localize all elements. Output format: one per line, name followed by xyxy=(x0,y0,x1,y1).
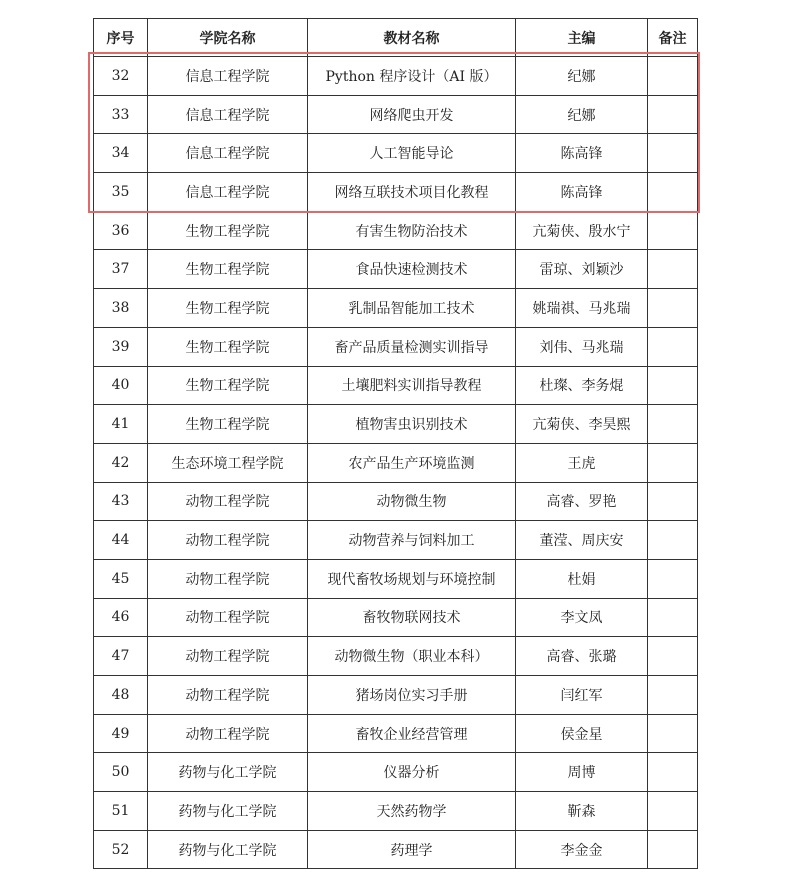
table-row xyxy=(94,792,698,831)
cell-textbook: 猪场岗位实习手册 xyxy=(308,676,516,715)
cell-college: 生态环境工程学院 xyxy=(148,443,308,482)
cell-editor: 董滢、周庆安 xyxy=(516,521,648,560)
cell-remarks xyxy=(648,57,698,96)
cell-editor: 雷琼、刘颖沙 xyxy=(516,250,648,289)
table-row xyxy=(94,211,698,250)
cell-editor: 李文凤 xyxy=(516,598,648,637)
cell-remarks xyxy=(648,405,698,444)
cell-college: 药物与化工学院 xyxy=(148,830,308,869)
cell-index: 42 xyxy=(94,443,148,482)
cell-index: 43 xyxy=(94,482,148,521)
cell-college: 信息工程学院 xyxy=(148,57,308,96)
cell-textbook: Python 程序设计（AI 版） xyxy=(308,57,516,96)
table-row xyxy=(94,714,698,753)
cell-remarks xyxy=(648,637,698,676)
cell-textbook: 畜牧物联网技术 xyxy=(308,598,516,637)
cell-remarks xyxy=(648,250,698,289)
table-row xyxy=(94,250,698,289)
table-row xyxy=(94,830,698,869)
cell-index: 44 xyxy=(94,521,148,560)
table-row xyxy=(94,134,698,173)
table-row xyxy=(94,95,698,134)
cell-index: 37 xyxy=(94,250,148,289)
cell-editor: 姚瑞祺、马兆瑞 xyxy=(516,289,648,328)
table-row xyxy=(94,676,698,715)
header-textbook: 教材名称 xyxy=(308,19,516,57)
cell-college: 药物与化工学院 xyxy=(148,753,308,792)
cell-textbook: 畜产品质量检测实训指导 xyxy=(308,327,516,366)
cell-college: 生物工程学院 xyxy=(148,327,308,366)
cell-index: 35 xyxy=(94,173,148,212)
cell-editor: 闫红军 xyxy=(516,676,648,715)
cell-textbook: 农产品生产环境监测 xyxy=(308,443,516,482)
textbook-table xyxy=(93,18,698,869)
cell-college: 生物工程学院 xyxy=(148,405,308,444)
cell-textbook: 动物微生物 xyxy=(308,482,516,521)
cell-editor: 周博 xyxy=(516,753,648,792)
cell-college: 动物工程学院 xyxy=(148,714,308,753)
cell-college: 信息工程学院 xyxy=(148,173,308,212)
table-header-row xyxy=(94,19,698,57)
cell-editor: 杜娟 xyxy=(516,559,648,598)
table-row xyxy=(94,289,698,328)
table-row xyxy=(94,753,698,792)
table-row xyxy=(94,366,698,405)
cell-remarks xyxy=(648,482,698,521)
cell-college: 信息工程学院 xyxy=(148,134,308,173)
cell-college: 生物工程学院 xyxy=(148,250,308,289)
cell-index: 51 xyxy=(94,792,148,831)
table-body xyxy=(94,57,698,869)
header-college: 学院名称 xyxy=(148,19,308,57)
cell-index: 38 xyxy=(94,289,148,328)
cell-index: 41 xyxy=(94,405,148,444)
table-row xyxy=(94,637,698,676)
cell-textbook: 天然药物学 xyxy=(308,792,516,831)
cell-index: 45 xyxy=(94,559,148,598)
cell-textbook: 现代畜牧场规划与环境控制 xyxy=(308,559,516,598)
cell-college: 动物工程学院 xyxy=(148,637,308,676)
cell-college: 药物与化工学院 xyxy=(148,792,308,831)
cell-index: 46 xyxy=(94,598,148,637)
cell-textbook: 动物微生物（职业本科） xyxy=(308,637,516,676)
cell-college: 动物工程学院 xyxy=(148,598,308,637)
header-remarks: 备注 xyxy=(648,19,698,57)
cell-college: 生物工程学院 xyxy=(148,289,308,328)
cell-editor: 刘伟、马兆瑞 xyxy=(516,327,648,366)
cell-textbook: 网络爬虫开发 xyxy=(308,95,516,134)
cell-remarks xyxy=(648,366,698,405)
cell-remarks xyxy=(648,443,698,482)
cell-index: 39 xyxy=(94,327,148,366)
cell-textbook: 药理学 xyxy=(308,830,516,869)
cell-remarks xyxy=(648,598,698,637)
header-index: 序号 xyxy=(94,19,148,57)
cell-textbook: 植物害虫识别技术 xyxy=(308,405,516,444)
cell-textbook: 仪器分析 xyxy=(308,753,516,792)
cell-editor: 杜璨、李务焜 xyxy=(516,366,648,405)
cell-index: 50 xyxy=(94,753,148,792)
cell-editor: 亢菊侠、李昊熙 xyxy=(516,405,648,444)
cell-college: 生物工程学院 xyxy=(148,211,308,250)
cell-remarks xyxy=(648,521,698,560)
cell-college: 动物工程学院 xyxy=(148,676,308,715)
cell-textbook: 动物营养与饲料加工 xyxy=(308,521,516,560)
cell-index: 36 xyxy=(94,211,148,250)
table-row xyxy=(94,327,698,366)
cell-remarks xyxy=(648,676,698,715)
cell-textbook: 食品快速检测技术 xyxy=(308,250,516,289)
cell-college: 动物工程学院 xyxy=(148,559,308,598)
table-row xyxy=(94,521,698,560)
cell-remarks xyxy=(648,714,698,753)
cell-remarks xyxy=(648,134,698,173)
cell-index: 47 xyxy=(94,637,148,676)
table-row xyxy=(94,598,698,637)
cell-editor: 纪娜 xyxy=(516,57,648,96)
cell-index: 34 xyxy=(94,134,148,173)
cell-index: 33 xyxy=(94,95,148,134)
cell-remarks xyxy=(648,792,698,831)
cell-textbook: 土壤肥料实训指导教程 xyxy=(308,366,516,405)
cell-textbook: 有害生物防治技术 xyxy=(308,211,516,250)
cell-textbook: 人工智能导论 xyxy=(308,134,516,173)
table-row xyxy=(94,405,698,444)
cell-college: 动物工程学院 xyxy=(148,482,308,521)
cell-index: 48 xyxy=(94,676,148,715)
cell-index: 40 xyxy=(94,366,148,405)
table-row xyxy=(94,57,698,96)
cell-editor: 王虎 xyxy=(516,443,648,482)
table-row xyxy=(94,482,698,521)
cell-remarks xyxy=(648,289,698,328)
cell-textbook: 乳制品智能加工技术 xyxy=(308,289,516,328)
cell-college: 生物工程学院 xyxy=(148,366,308,405)
cell-editor: 陈高锋 xyxy=(516,134,648,173)
table-row xyxy=(94,173,698,212)
table-row xyxy=(94,443,698,482)
cell-college: 信息工程学院 xyxy=(148,95,308,134)
cell-index: 32 xyxy=(94,57,148,96)
cell-college: 动物工程学院 xyxy=(148,521,308,560)
cell-remarks xyxy=(648,830,698,869)
header-editor: 主编 xyxy=(516,19,648,57)
cell-remarks xyxy=(648,95,698,134)
cell-editor: 高睿、张璐 xyxy=(516,637,648,676)
cell-editor: 高睿、罗艳 xyxy=(516,482,648,521)
cell-editor: 靳森 xyxy=(516,792,648,831)
cell-index: 52 xyxy=(94,830,148,869)
cell-editor: 李金金 xyxy=(516,830,648,869)
cell-remarks xyxy=(648,327,698,366)
cell-editor: 侯金星 xyxy=(516,714,648,753)
cell-remarks xyxy=(648,753,698,792)
cell-remarks xyxy=(648,559,698,598)
cell-textbook: 网络互联技术项目化教程 xyxy=(308,173,516,212)
cell-editor: 纪娜 xyxy=(516,95,648,134)
cell-remarks xyxy=(648,173,698,212)
cell-index: 49 xyxy=(94,714,148,753)
table-row xyxy=(94,559,698,598)
cell-editor: 亢菊侠、殷水宁 xyxy=(516,211,648,250)
cell-remarks xyxy=(648,211,698,250)
cell-editor: 陈高锋 xyxy=(516,173,648,212)
cell-textbook: 畜牧企业经营管理 xyxy=(308,714,516,753)
